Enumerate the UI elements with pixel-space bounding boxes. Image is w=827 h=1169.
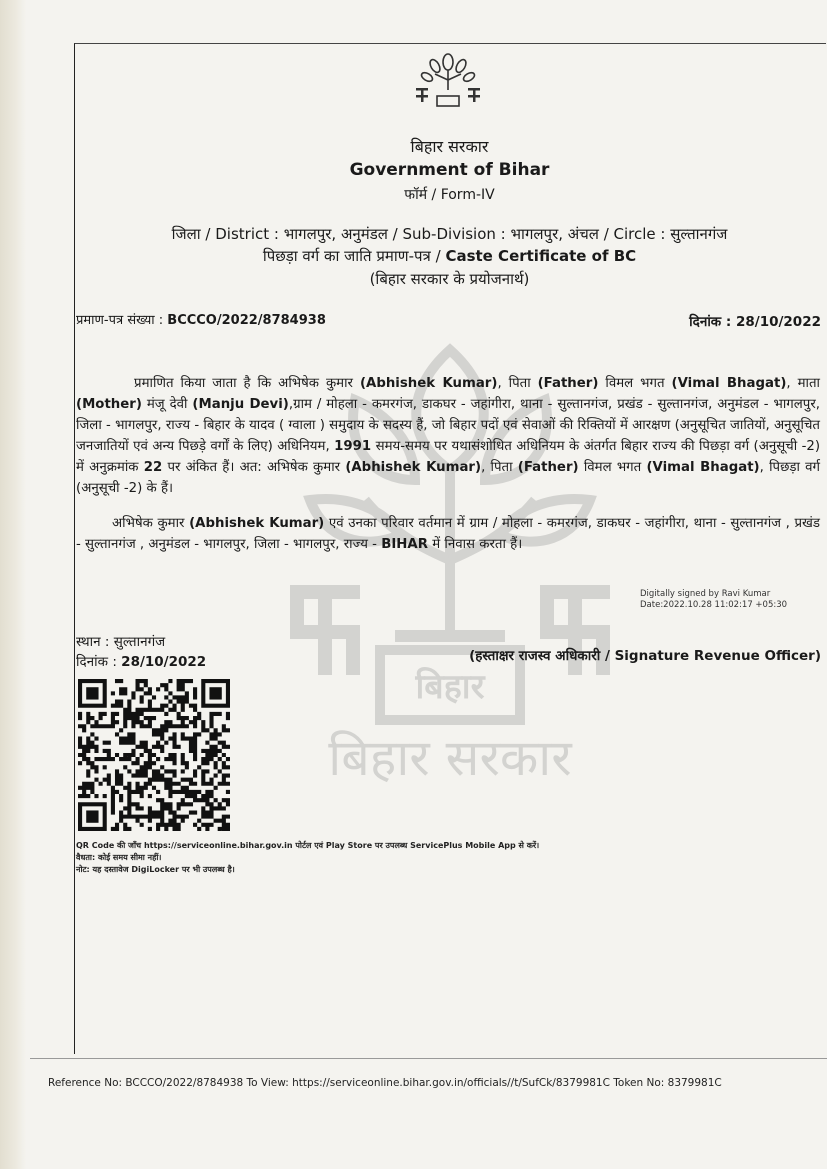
father-name-english: (Vimal Bhagat) (646, 460, 760, 475)
residence-paragraph (76, 513, 820, 555)
date-line (76, 652, 206, 672)
certificate-title (74, 246, 825, 266)
act-year: 1991 (334, 439, 372, 454)
serial-number: 22 (143, 460, 163, 475)
para1-text: प्रमाणित किया जाता है कि अभिषेक कुमार (134, 376, 353, 391)
para2-text: में निवास करता हैं। (432, 537, 523, 552)
place-line (76, 632, 206, 652)
certificate-date (689, 312, 821, 330)
place-date-block (76, 632, 206, 672)
circle-value: सुल्तानगंज (670, 225, 728, 243)
para1-text: ,ग्राम / मोहला - कमरगंज, डाकघर - जहांगीरा, थाना - सुल्तानगंज, प्रखंड - सुल्तानगंज, अनुमंडल - भागलपुर, जिला - भागलपुर, राज्य - बिहार के यादव ( ग्वाला ) समुदाय के सदस्य हैं, जो बिहार पदों एवं सेवाओं की रिक्तियों में आरक्षण (अनुसूचित जातियों, अनुसूचित जनजातियों एवं अन्य पिछड़े वर्गों के लिए) अधिनियम, (76, 397, 820, 454)
qr-note: QR Code की जाँच https://serviceonline.bihar.gov.in पोर्टल एवं Play Store पर उपलब्ध ServicePlus Mobile App से करें। (76, 841, 540, 850)
certificate-number (76, 310, 326, 328)
circle-label: अंचल / Circle : (567, 225, 666, 243)
digital-signature-name: Digitally signed by Ravi Kumar (640, 589, 771, 599)
revenue-officer-signature (469, 646, 821, 664)
subdivision-value: भागलपुर, (510, 225, 563, 243)
cert-date-value: 28/10/2022 (735, 314, 821, 330)
place-value: सुल्तानगंज (113, 634, 166, 650)
district-value: भागलपुर, (283, 225, 337, 243)
qr-code (78, 679, 230, 831)
district-label: जिला / District : (171, 225, 279, 243)
watermark-emblem-label: बिहार (415, 667, 485, 707)
govt-title-hindi: बिहार सरकार (410, 137, 489, 156)
applicant-name-english: (Abhishek Kumar) (345, 460, 482, 475)
para1-text: , पिता (497, 376, 531, 391)
cert-number-label: प्रमाण-पत्र संख्या : (76, 313, 164, 328)
bottom-rule (30, 1058, 827, 1059)
para1-text: , पिता (481, 460, 513, 475)
mother-name-english: (Manju Devi) (192, 397, 289, 412)
jurisdiction-line (74, 224, 825, 244)
subdivision-label: अनुमंडल / Sub-Division : (340, 225, 506, 243)
place-label: स्थान : (76, 634, 110, 650)
govt-title-english: Government of Bihar (349, 160, 550, 180)
scan-left-edge (0, 0, 26, 1169)
para2-text: अभिषेक कुमार (112, 516, 185, 531)
para1-text: विमल भगत (583, 460, 642, 475)
father-label: (Father) (517, 460, 579, 475)
watermark-text: बिहार सरकार (328, 729, 572, 787)
applicant-name-english: (Abhishek Kumar) (189, 516, 325, 531)
certification-paragraph (76, 373, 820, 499)
para1-text: विमल भगत (605, 376, 665, 391)
para1-text: मंजू देवी (146, 397, 188, 412)
issue-date-label: दिनांक : (76, 654, 117, 670)
cert-number-value: BCCCO/2022/8784938 (167, 313, 326, 328)
cert-title-english: Caste Certificate of BC (445, 247, 637, 265)
applicant-name-english: (Abhishek Kumar) (359, 376, 498, 391)
digital-signature (640, 589, 787, 611)
issue-date-value: 28/10/2022 (121, 654, 207, 670)
para1-text: , माता (786, 376, 821, 391)
state-name: BIHAR (381, 537, 428, 552)
para2-text: एवं उनका परिवार वर्तमान में ग्राम / मोहला - कमरगंज, डाकघर - जहांगीरा, थाना - सुल्तानगंज , प्रखंड - सुल्तानगंज , अनुमंडल - भागलपुर, जिला - भागलपुर, राज्य - (76, 516, 821, 552)
para1-text: समय-समय पर यथासंशोधित अधिनियम के अंतर्गत बिहार राज्य की पिछड़ा वर्ग (अनुसूची -2) में अनुक्रमांक (76, 439, 821, 475)
para1-text: , पिछड़ा वर्ग (अनुसूची -2) के हैं। (76, 460, 821, 496)
signature-officer-label: (हस्ताक्षर राजस्व अधिकारी / Signature Revenue Officer) (469, 648, 821, 664)
validity-note: वैधता: कोई समय सीमा नहीं। (76, 853, 162, 862)
mother-label: (Mother) (76, 397, 142, 412)
digilocker-note: नोट: यह दस्तावेज DigiLocker पर भी उपलब्ध है। (76, 865, 235, 874)
verification-url: https://serviceonline.bihar.gov.in (143, 841, 293, 850)
verification-notes (76, 840, 539, 876)
father-name-english: (Vimal Bhagat) (671, 376, 787, 391)
form-label: फॉर्म / Form-IV (404, 187, 495, 203)
father-label: (Father) (537, 376, 599, 391)
purpose-line: (बिहार सरकार के प्रयोजनार्थ) (369, 270, 530, 288)
cert-title-hindi: पिछड़ा वर्ग का जाति प्रमाण-पत्र / (262, 247, 441, 265)
reference-footer: Reference No: BCCCO/2022/8784938 To View: https://serviceonline.bihar.gov.in/officials//t/SufCk/8379981C Token No: 8379981C (48, 1077, 722, 1089)
para1-text: पर अंकित हैं। अत: अभिषेक कुमार (167, 460, 341, 475)
bihar-emblem-logo (413, 52, 483, 110)
digital-signature-date: Date:2022.10.28 11:02:17 +05:30 (640, 600, 788, 610)
cert-date-label: दिनांक : (689, 314, 732, 330)
